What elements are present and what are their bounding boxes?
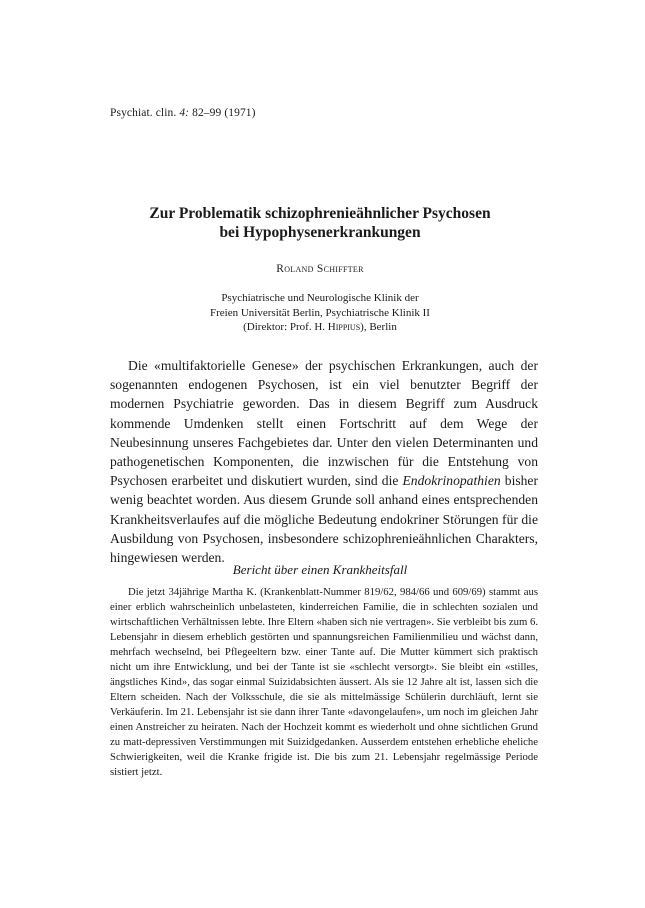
abstract-text-before: Die «multifaktorielle Genese» der psychischen Erkrankungen, auch der sogenannten endogenen Psychosen, ist ein viel benutzter Begriff der modernen Psychiatrie geworden. Das in diesem Begriff zum Ausdruck kommende Umdenken stellt einen Fortschritt auf dem Wege der Neubesinnung unseres Fachgebietes dar. Unter den vielen Determinanten und pathogenetischen Komponenten, die inzwischen für die Entstehung von Psychosen erarbeitet und diskutiert wurden, sind die: [110, 358, 538, 489]
abstract-paragraph: [110, 356, 538, 567]
author-affiliation: [100, 291, 540, 335]
article-title: [100, 204, 540, 242]
author-name: Roland Schiffter: [276, 263, 364, 275]
director-prefix: (Direktor: Prof. H.: [243, 321, 326, 333]
citation-volume: 4:: [179, 107, 190, 119]
abstract-emphasis: Endokrinopathien: [402, 473, 501, 489]
section-heading: Bericht über einen Krankheitsfall: [232, 562, 408, 577]
affiliation-line-2: Freien Universität Berlin, Psychiatrische Klinik II: [210, 306, 430, 319]
affiliation-line-1: Psychiatrische und Neurologische Klinik der: [221, 292, 419, 304]
case-report-paragraph: Die jetzt 34jährige Martha K. (Krankenblatt-Nummer 819/62, 984/66 und 609/69) stammt aus einer erblich wahrscheinlich unbelasteten, kinderreichen Familie, die in schlechten sozialen und wirtschaftlichen Verhältnissen lebte. Ihre Eltern «haben sich nie vertragen». Sie verbleibt bis zum 6. Lebensjahr in diesem erheblich gestörten und spannungsreichen Familienmilieu und wächst dann, mehrfach wechselnd, bei Pflegeeltern bzw. einer Tante auf. Die Mutter kümmert sich praktisch nicht um ihre Entwicklung, und bei der Tante ist sie «schlecht versorgt». Sie bleibt ein «stilles, ängstliches Kind», das sogar einmal Suizidabsichten äussert. Als sie 12 Jahre alt ist, lassen sich die Eltern scheiden. Nach der Volksschule, die sie als mittelmässige Schülerin durchläuft, lernt sie Verkäuferin. Im 21. Lebensjahr ist sie dann ihrer Tante «davongelaufen», um noch im gleichen Jahr einen Anstreicher zu heiraten. Nach der Hochzeit kommt es wiederholt und ohne sichtlichen Grund zu matt-depressiven Verstimmungen mit Suizidgedanken. Ausserdem entstehen erhebliche eheliche Schwierigkeiten, weil die Kranke frigide ist. Die bis zum 21. Lebensjahr regelmässige Periode sistiert jetzt.: [110, 586, 538, 778]
abstract-text-after: bisher wenig beachtet worden. Aus diesem Grunde soll anhand eines entsprechenden Krankheitsverlaufes auf die mögliche Bedeutung endokriner Störungen für die Ausbildung von Psychosen, insbesondere schizophrenieähnlichen Charakters, hingewiesen werden.: [110, 473, 538, 566]
title-line-2: bei Hypophysenerkrankungen: [219, 224, 421, 241]
journal-citation: [110, 107, 256, 119]
citation-prefix: Psychiat. clin.: [110, 107, 177, 119]
director-suffix: ), Berlin: [360, 321, 397, 333]
director-name: Hippius: [327, 321, 361, 333]
citation-suffix: 82–99 (1971): [192, 107, 256, 119]
affiliation-line-3: [100, 320, 540, 335]
title-line-1: Zur Problematik schizophrenieähnlicher Psychosen: [149, 205, 491, 222]
